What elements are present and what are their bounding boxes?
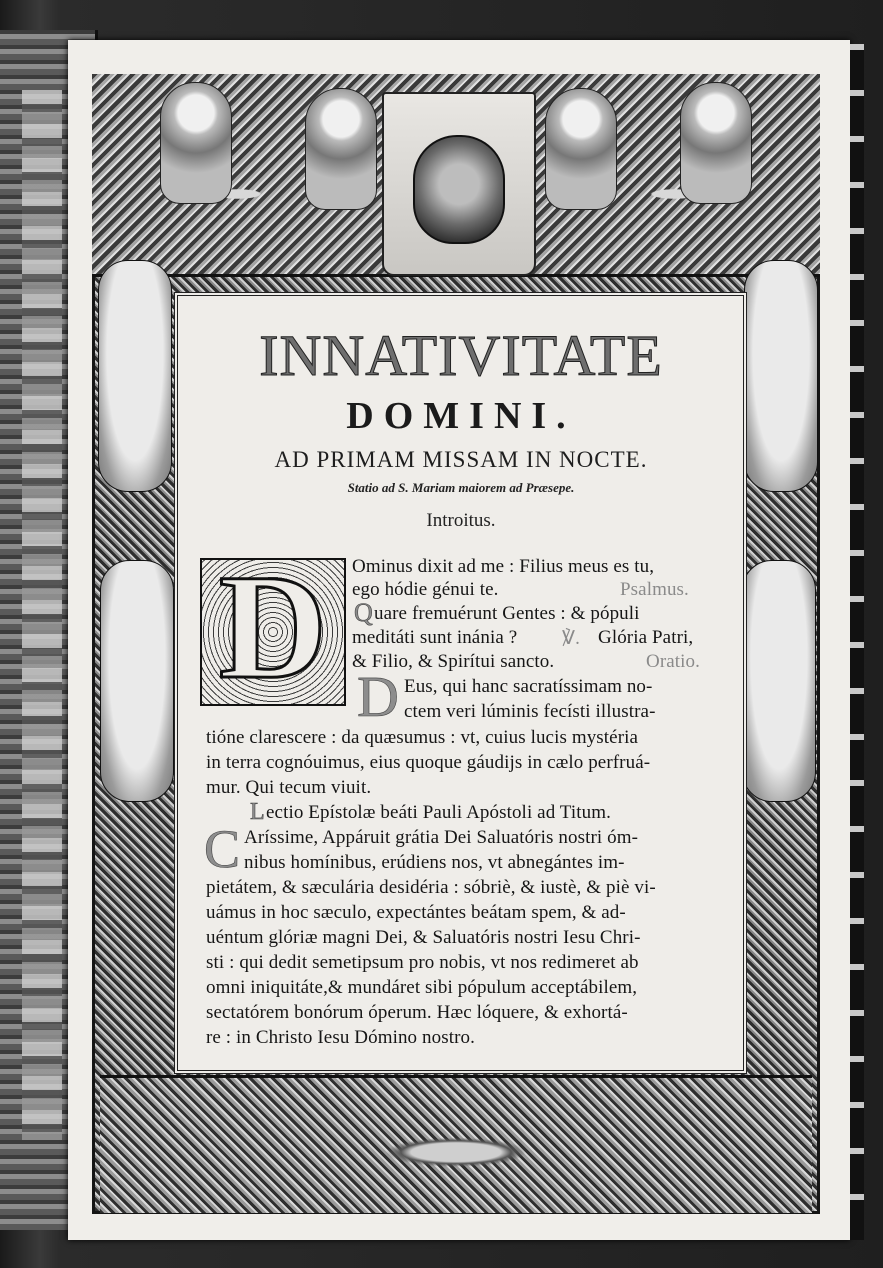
epistle-initial: C (204, 819, 241, 879)
decorated-initial (200, 544, 346, 710)
statio-note: Statio ad S. Mariam maiorem ad Præsepe. (347, 480, 575, 495)
lectio-line: ectio Epístolæ beáti Pauli Apóstoli ad Titum. (266, 802, 611, 823)
cherub-image (160, 82, 232, 204)
left-angel-head-image (100, 560, 174, 802)
holy-face-image (413, 135, 505, 244)
epistle-line: Aríssime, Appáruit grátia Dei Saluatóris nostri óm- (244, 827, 639, 848)
introitus-label: Introitus. (426, 510, 496, 531)
psalmus-line: & Filio, & Spirítui sancto. (352, 651, 555, 672)
facing-page-ornament (22, 90, 62, 1140)
lectio-initial: L (250, 799, 265, 825)
right-caryatid-image (744, 260, 818, 492)
epistle-line: nibus homínibus, erúdiens nos, vt abnegántes im- (244, 852, 625, 873)
epistle-line: sti : qui dedit semetipsum pro nobis, vt nos redimeret ab (206, 952, 639, 973)
epistle-line: uéntum glóriæ magni Dei, & Saluatóris nostri Iesu Chri- (206, 927, 641, 948)
left-caryatid-image (98, 260, 172, 492)
versicle-mark: ℣. (562, 628, 580, 649)
oratio-line: ctem veri lúminis fecísti illustra- (404, 701, 656, 722)
right-angel-head-image (742, 560, 816, 802)
engraved-bottom-cartouche (100, 1075, 812, 1213)
epistle-line: re : in Christo Iesu Dómino nostro. (206, 1027, 475, 1048)
mass-heading: AD PRIMAM MISSAM IN NOCTE. (274, 447, 648, 472)
cherub-image (305, 88, 377, 210)
epistle-line: uámus in hoc sæculo, expectántes beátam spem, & ad- (206, 902, 626, 923)
oratio-line: mur. Qui tecum viuit. (206, 777, 372, 798)
cherub-image (680, 82, 752, 204)
epistle-line: sectatórem bonórum óperum. Hæc lóquere, & exhortá- (206, 1002, 628, 1023)
page-edge-shadow (850, 44, 864, 1240)
oratio-initial: D (357, 664, 399, 729)
introitus-line: ego hódie génui te. (352, 579, 499, 600)
introitus-line: Ominus dixit ad me : Filius meus es tu, (352, 556, 655, 577)
cherub-image (545, 88, 617, 210)
oratio-line: tióne clarescere : da quæsumus : vt, cuius lucis mystéria (206, 727, 639, 748)
psalmus-initial: Q (354, 598, 373, 627)
oratio-line: Eus, qui hanc sacratíssimam no- (404, 676, 653, 697)
page-subtitle: DOMINI. (346, 395, 576, 437)
oratio-line: in terra cognóuimus, eius quoque gáudijs in cælo perfruá- (206, 752, 651, 773)
epistle-line: pietátem, & sæculária desidéria : sóbriè, & iustè, & piè vi- (206, 877, 656, 898)
psalmus-line: meditáti sunt inánia ? (352, 627, 518, 648)
psalmus-line: Glória Patri, (598, 627, 694, 648)
decorated-initial-letter: D (218, 544, 328, 710)
psalmus-label: Psalmus. (620, 579, 689, 600)
oratio-label: Oratio. (646, 651, 700, 672)
psalmus-line: uare fremuérunt Gentes : & pópuli (374, 603, 640, 624)
page-title: INNATIVITATE (259, 323, 663, 388)
epistle-line: omni iniquitáte,& mundáret sibi pópulum acceptábilem, (206, 977, 638, 998)
